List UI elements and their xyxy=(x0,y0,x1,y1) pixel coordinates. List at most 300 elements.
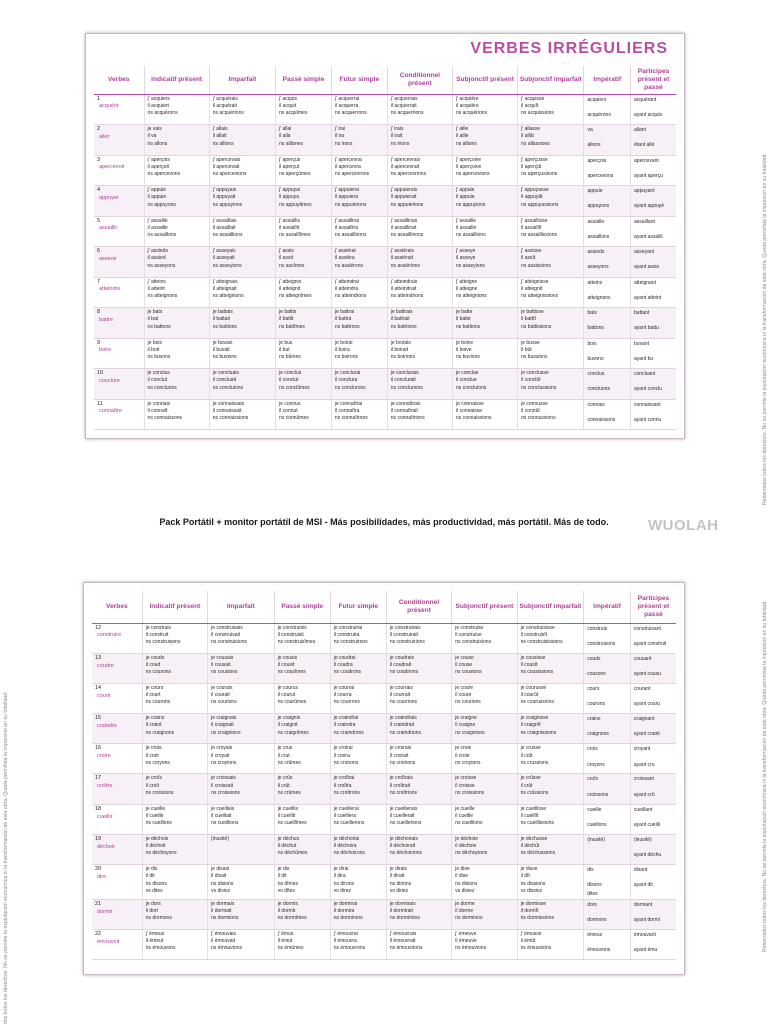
conjugation-line: je concluais xyxy=(212,370,239,376)
participle-form: construisant xyxy=(633,625,661,632)
conjugation-line: il assît xyxy=(521,255,536,262)
participle-form: connaissant xyxy=(634,401,661,408)
conjugation-line: ns construisissions xyxy=(520,639,563,645)
conjugation-line: il courait xyxy=(211,692,230,699)
conjugation-line: je construisis xyxy=(277,624,307,631)
conjugation-line: il assaillit xyxy=(279,224,300,231)
conjugation-line: je conclurais xyxy=(390,370,419,376)
conjugation-line: ns battons xyxy=(147,323,171,330)
conjugation-line: ns croîtrions xyxy=(389,789,418,796)
conjugation-line: je courrais xyxy=(389,684,413,691)
conjugation-line: il appuya xyxy=(279,194,300,201)
conjugation-line: je battisse xyxy=(521,309,544,315)
conjugation-line: j' assieds xyxy=(147,248,168,254)
conjugation-cell xyxy=(142,834,207,864)
conjugation-line: vs dîtes xyxy=(277,887,295,894)
conjugation-line: ns assaillissions xyxy=(521,232,557,238)
conjugation-cell xyxy=(331,216,387,247)
conjugation-line: je crains xyxy=(145,715,165,722)
verb-name: cueillir xyxy=(97,813,113,820)
participle-cell xyxy=(631,247,676,278)
conjugation-cell xyxy=(387,338,452,369)
conjugation-line: ns connaissons xyxy=(147,415,183,421)
conjugation-cell xyxy=(452,338,517,369)
conjugation-cell xyxy=(208,714,275,744)
imperative-form: émeus xyxy=(587,931,603,938)
conjugation-line: il croirait xyxy=(389,752,409,759)
column-header: Passé simple xyxy=(274,591,330,623)
conjugation-line: il conclût xyxy=(521,377,541,384)
conjugation-line: j' atteindrais xyxy=(390,278,418,285)
participle-form: craignant xyxy=(633,716,655,723)
conjugation-cell xyxy=(208,804,275,834)
conjugation-line: vs disiez xyxy=(211,887,231,894)
conjugation-line: il apercevait xyxy=(212,163,240,170)
conjugation-line: vs disiez xyxy=(455,887,475,894)
table-row xyxy=(92,929,676,959)
conjugation-cell xyxy=(274,899,330,929)
conjugation-line: ns crûmes xyxy=(277,759,301,766)
verb-cell xyxy=(94,125,144,156)
conjugation-cell xyxy=(144,399,209,430)
verb-number: 15 xyxy=(95,715,102,722)
conjugation-cell xyxy=(142,929,207,959)
conjugation-line: je connais xyxy=(147,400,171,407)
conjugation-cell xyxy=(331,399,387,430)
conjugation-line: il atteindra xyxy=(334,285,358,292)
conjugation-line: ns cousions xyxy=(455,669,482,676)
conjugation-line: ns appuyions xyxy=(212,201,243,208)
conjugation-line: ns construisions xyxy=(211,639,247,645)
conjugation-line: il but xyxy=(279,346,290,353)
conjugation-cell xyxy=(330,774,386,804)
conjugation-line: ns construisions xyxy=(455,639,492,645)
verb-cell xyxy=(92,834,142,864)
verb-name: battre xyxy=(99,316,114,323)
conjugation-line: je courais xyxy=(211,684,233,691)
conjugation-line: ns dormions xyxy=(211,915,239,922)
conjugation-cell xyxy=(387,216,452,247)
conjugation-line: il asseyait xyxy=(212,255,235,262)
conjugation-cell xyxy=(517,899,584,929)
imperative-form: connais xyxy=(587,401,605,408)
conjugation-line: j' appuyai xyxy=(279,187,301,193)
conjugation-line: il cousait xyxy=(211,661,231,668)
conjugation-line: ns atteignions xyxy=(455,293,487,299)
conjugation-line: il craigne xyxy=(455,722,476,729)
conjugation-line: il acquît xyxy=(521,102,539,109)
imperative-form: assaillons xyxy=(587,233,610,240)
conjugation-line: je conclue xyxy=(455,370,479,376)
participle-cell xyxy=(630,653,676,683)
conjugation-cell xyxy=(209,399,275,430)
table-row xyxy=(92,865,676,900)
conjugation-line: il acquit xyxy=(279,102,297,109)
conjugation-cell xyxy=(517,804,584,834)
conjugation-line: ns assissions xyxy=(521,262,551,269)
conjugation-cell xyxy=(518,369,584,400)
participle-cell xyxy=(630,899,676,929)
conjugation-cell xyxy=(517,744,584,774)
verb-number: 4 xyxy=(97,187,101,193)
conjugation-line: j' émeus xyxy=(145,930,165,937)
participle-form: allant xyxy=(634,127,646,133)
participle-form: émouvant xyxy=(633,931,656,938)
table-row xyxy=(92,744,676,774)
conjugation-line: ns déchûmes xyxy=(277,850,308,857)
conjugation-line: ns construirons xyxy=(333,639,368,645)
conjugation-line: il construise xyxy=(455,631,482,638)
conjugation-cell xyxy=(452,216,517,247)
conjugation-line: je crus xyxy=(277,745,293,752)
conjugation-line: j' appuyasse xyxy=(521,187,549,193)
conjugation-line: ns craignions xyxy=(211,729,241,736)
conjugation-line: il craint xyxy=(145,722,162,729)
conjugation-line: il craignit xyxy=(277,722,298,729)
imperative-cell xyxy=(584,744,631,774)
conjugation-line: j' aperçoive xyxy=(455,156,482,163)
conjugation-line: j' assiérai xyxy=(334,248,356,254)
conjugation-line: ns conclurions xyxy=(390,384,423,391)
conjugation-line: il déchoira xyxy=(333,843,357,850)
conjugation-line: j' appuierais xyxy=(390,187,418,193)
conjugation-line: j' assaillisse xyxy=(521,217,548,224)
conjugation-cell xyxy=(274,929,330,959)
conjugation-cell xyxy=(142,774,207,804)
conjugation-cell xyxy=(452,774,517,804)
conjugation-cell xyxy=(209,94,275,125)
conjugation-line: ns irons xyxy=(334,140,353,147)
conjugation-line: vs dissiez xyxy=(520,887,543,894)
conjugation-line: j' émouvais xyxy=(211,930,236,937)
conjugation-line: je batte xyxy=(455,309,473,315)
conjugation-line: il connaîtrait xyxy=(390,407,418,414)
conjugation-line: il connaisse xyxy=(455,407,483,414)
imperative-cell xyxy=(584,399,631,430)
conjugation-line: ns cousîmes xyxy=(277,669,306,676)
conjugation-line: ns allassions xyxy=(521,140,550,147)
conjugation-cell xyxy=(518,308,584,339)
verb-cell xyxy=(94,94,144,125)
participle-form: assaillant xyxy=(634,218,655,225)
conjugation-line: il aperçoive xyxy=(455,163,482,170)
conjugation-line: je dormirais xyxy=(389,900,416,907)
conjugation-cell xyxy=(518,125,584,156)
conjugation-cell xyxy=(386,683,451,713)
participle-form: croissant xyxy=(633,776,654,783)
participle-cell xyxy=(630,929,676,959)
conjugation-line: il cueillît xyxy=(520,812,539,819)
verb-name: craindre xyxy=(97,723,117,730)
conjugation-line: ns atteignîmes xyxy=(279,293,312,299)
conjugation-line: il appuiera xyxy=(334,194,358,201)
participle-form: étant allé xyxy=(634,142,655,149)
conjugation-cell xyxy=(517,623,584,653)
conjugation-line: ns assaillîmes xyxy=(279,232,311,238)
conjugation-line: je battis xyxy=(279,309,297,315)
conjugation-line: je dors xyxy=(145,900,161,907)
conjugation-line: ns acquîmes xyxy=(279,110,308,116)
conjugation-line: je vais xyxy=(147,126,162,132)
conjugation-line: il battra xyxy=(334,316,352,323)
conjugation-line: ns émouvrons xyxy=(333,945,366,952)
table-row xyxy=(94,155,676,186)
conjugation-line: ns croîtrons xyxy=(333,789,360,796)
column-header: Impératif xyxy=(584,66,631,94)
conjugation-line: je bats xyxy=(147,309,163,315)
conjugation-line: ns conclussions xyxy=(521,384,557,391)
conjugation-line: j' apercevais xyxy=(212,156,241,163)
conjugation-line: ns acquérions xyxy=(455,110,488,116)
conjugation-line: il croîtra xyxy=(333,782,352,789)
conjugation-line: ns buvions xyxy=(212,354,237,360)
conjugation-line: je cours xyxy=(145,684,164,691)
participle-cell xyxy=(631,186,676,217)
conjugation-line: j' irais xyxy=(390,126,404,132)
conjugation-line: je croîtrais xyxy=(389,775,413,782)
imperative-form: battons xyxy=(587,325,604,332)
conjugation-cell xyxy=(142,714,207,744)
conjugation-line: je dis xyxy=(145,866,158,872)
imperative-form: buvons xyxy=(587,355,604,362)
conjugation-line: j' apercevrai xyxy=(334,156,362,163)
table-row xyxy=(92,623,676,653)
conjugation-cell xyxy=(518,155,584,186)
table-header-row xyxy=(92,591,676,623)
conjugation-line: il croira xyxy=(333,752,350,759)
conjugation-line: ns assiérions xyxy=(390,262,420,269)
conjugation-line: il cousit xyxy=(277,661,295,668)
conjugation-line: j' atteigne xyxy=(455,278,478,285)
conjugation-line: j' acquerrai xyxy=(334,95,360,102)
conjugation-cell xyxy=(452,653,517,683)
participle-cell xyxy=(630,623,676,653)
imperative-cell xyxy=(584,125,631,156)
conjugation-line: ns battissions xyxy=(521,323,552,330)
conjugation-line: j' émouvrais xyxy=(389,930,417,937)
conjugation-line: je dis xyxy=(277,866,290,872)
conjugation-cell xyxy=(209,277,275,308)
verb-cell xyxy=(94,247,144,278)
conjugation-line: ns appuierons xyxy=(334,201,367,208)
conjugation-line: j' atteindrai xyxy=(334,278,359,285)
verb-cell xyxy=(92,623,142,653)
conjugation-line: il croîtrait xyxy=(389,782,411,789)
conjugation-line: ns construirions xyxy=(389,639,425,645)
conjugation-cell xyxy=(209,216,275,247)
conjugation-line: ns boirions xyxy=(390,354,415,360)
conjugation-line: ns dîmes xyxy=(277,880,298,887)
conjugation-cell xyxy=(452,155,517,186)
conjugation-line: je crusse xyxy=(520,745,541,752)
participle-form: disant xyxy=(633,867,648,873)
conjugation-line: ns assaillions xyxy=(455,232,486,238)
conjugation-line: il dormit xyxy=(277,908,296,914)
column-header: Participes présent et passé xyxy=(630,591,676,623)
verb-number: 16 xyxy=(95,745,102,752)
conjugation-line: ns assiérons xyxy=(334,262,363,269)
conjugation-line: il acquiert xyxy=(147,102,169,109)
conjugation-line: ns buvons xyxy=(147,354,171,360)
conjugation-line: ns cueillons xyxy=(145,820,172,827)
participle-cell xyxy=(630,744,676,774)
conjugation-line: je dormisse xyxy=(520,900,547,907)
conjugation-cell xyxy=(208,653,275,683)
conjugation-line: je cueille xyxy=(455,805,475,812)
conjugation-cell xyxy=(208,623,275,653)
conjugation-line: ns courons xyxy=(145,699,171,706)
conjugation-line: j' aperçusse xyxy=(521,156,548,163)
conjugation-line: j' atteignais xyxy=(212,278,238,285)
conjugation-line: il émeut xyxy=(145,938,164,945)
participle-cell xyxy=(631,338,676,369)
conjugation-line: ns cueillissions xyxy=(520,820,554,827)
verb-number: 9 xyxy=(97,339,101,346)
conjugation-line: ns émussions xyxy=(520,945,552,952)
imperative-form: atteignons xyxy=(587,294,611,301)
conjugation-line: ns conclurons xyxy=(334,384,366,391)
conjugation-cell xyxy=(452,186,517,217)
conjugation-line: ns déchoirons xyxy=(333,850,365,857)
verb-number: 17 xyxy=(95,775,102,782)
participle-form: ayant appuyé xyxy=(634,203,665,210)
column-header: Conditionnel présent xyxy=(386,591,451,623)
participle-form: ayant connu xyxy=(634,416,662,423)
imperative-form: assieds xyxy=(587,249,605,255)
conjugation-cell xyxy=(276,125,332,156)
conjugation-cell xyxy=(276,338,332,369)
conjugation-line: j' acquerrais xyxy=(390,95,418,102)
conjugation-line: je croisse xyxy=(455,775,477,782)
table-row xyxy=(92,804,676,834)
imperative-cell xyxy=(584,338,631,369)
conjugation-line: ns courrons xyxy=(333,699,360,706)
conjugation-line: je crûsse xyxy=(520,775,541,782)
conjugation-cell xyxy=(208,929,275,959)
table-row xyxy=(94,94,676,125)
conjugation-cell xyxy=(274,623,330,653)
conjugation-line: il construisit xyxy=(277,631,304,638)
conjugation-line: il crut xyxy=(277,752,290,759)
participle-form: ayant aperçu xyxy=(634,172,663,179)
verb-table-card-1 xyxy=(85,33,685,439)
conjugation-line: je dorme xyxy=(455,900,475,907)
conjugation-line: il cueillait xyxy=(211,812,232,819)
conjugation-line: ns battrions xyxy=(390,323,417,330)
conjugation-line: j' émouvrai xyxy=(333,930,358,937)
conjugation-line: il courut xyxy=(277,692,296,699)
verb-number: 6 xyxy=(97,248,101,254)
imperative-form: bats xyxy=(587,310,597,316)
imperative-form: crains xyxy=(587,716,601,723)
conjugation-line: je courus xyxy=(277,684,298,691)
conjugation-cell xyxy=(208,899,275,929)
verb-table xyxy=(92,591,676,960)
imperative-form: croissons xyxy=(587,791,609,798)
conjugation-line: il asseye xyxy=(455,255,476,262)
conjugation-cell xyxy=(276,186,332,217)
conjugation-cell xyxy=(387,94,452,125)
conjugation-line: il concluait xyxy=(212,377,237,384)
conjugation-cell xyxy=(330,899,386,929)
conjugation-line: je connus xyxy=(279,400,301,407)
conjugation-line: ns apercevions xyxy=(455,171,490,177)
participle-form: battant xyxy=(634,310,650,316)
conjugation-cell xyxy=(386,653,451,683)
conjugation-line: il acquière xyxy=(455,102,479,109)
conjugation-line: je construis xyxy=(145,624,172,631)
imperative-form: disons xyxy=(587,882,602,889)
conjugation-line: ns crûssions xyxy=(520,789,549,796)
conjugation-line: ns dormirions xyxy=(389,915,420,922)
conjugation-line: ns acquerrions xyxy=(390,110,424,116)
conjugation-cell xyxy=(142,899,207,929)
imperative-form: construis xyxy=(587,625,608,632)
participle-form: ayant cru xyxy=(633,761,655,768)
conjugation-line: je crois xyxy=(145,745,162,752)
conjugation-cell xyxy=(331,247,387,278)
participle-form: cousant xyxy=(633,655,652,662)
conjugation-line: je déchoie xyxy=(455,835,479,842)
conjugation-line: je croîs xyxy=(145,775,162,782)
conjugation-line: je craindrai xyxy=(333,715,359,722)
ad-banner[interactable]: Pack Portátil + monitor portátil de MSI - Más posibilidades, más productividad, más portátil. Más de todo. xyxy=(159,517,609,527)
conjugation-line: il cueillit xyxy=(277,812,296,819)
conjugation-line: je dise xyxy=(455,866,470,872)
conjugation-line: j' assaillis xyxy=(279,217,301,224)
conjugation-line: il crût xyxy=(520,782,533,789)
conjugation-line: il apercevrait xyxy=(390,163,420,170)
column-header: Futur simple xyxy=(331,66,387,94)
conjugation-line: il dise xyxy=(455,873,469,880)
conjugation-line: je croie xyxy=(455,745,472,752)
conjugation-line: il croît xyxy=(145,782,160,789)
conjugation-cell xyxy=(518,216,584,247)
conjugation-line: il assiérait xyxy=(390,255,414,262)
conjugation-cell xyxy=(331,369,387,400)
verb-table-card-2 xyxy=(83,582,685,975)
verb-number: 19 xyxy=(95,835,102,842)
conjugation-cell xyxy=(276,277,332,308)
conjugation-line: il batte xyxy=(455,316,471,323)
conjugation-line: je construirai xyxy=(333,624,363,631)
conjugation-line: ns cousissions xyxy=(520,669,554,676)
participle-form: atteignant xyxy=(634,279,656,286)
imperative-cell xyxy=(584,308,631,339)
column-header: Indicatif présent xyxy=(142,591,207,623)
conjugation-line: ns appuierions xyxy=(390,201,424,208)
participle-cell xyxy=(631,399,676,430)
conjugation-line: il disait xyxy=(211,873,227,880)
conjugation-line: ns dormons xyxy=(145,915,172,922)
conjugation-line: je courrai xyxy=(333,684,355,691)
participle-form: ayant ému xyxy=(633,947,658,954)
imperative-form: appuie xyxy=(587,188,603,194)
verb-cell xyxy=(94,216,144,247)
column-header: Imparfait xyxy=(208,591,275,623)
participle-form: ayant déchu xyxy=(633,852,662,859)
conjugation-line: ns bûmes xyxy=(279,354,301,360)
conjugation-line: j' assis xyxy=(279,248,294,254)
imperative-form: va xyxy=(587,127,593,133)
conjugation-line: ns croyions xyxy=(211,759,237,766)
conjugation-line: j' asseye xyxy=(455,248,476,254)
conjugation-line: il dormait xyxy=(211,908,232,914)
conjugation-line: ns dormîmes xyxy=(277,915,307,922)
conjugation-line: je craignis xyxy=(277,715,301,722)
conjugation-cell xyxy=(274,714,330,744)
conjugation-line: il conclura xyxy=(334,377,358,384)
